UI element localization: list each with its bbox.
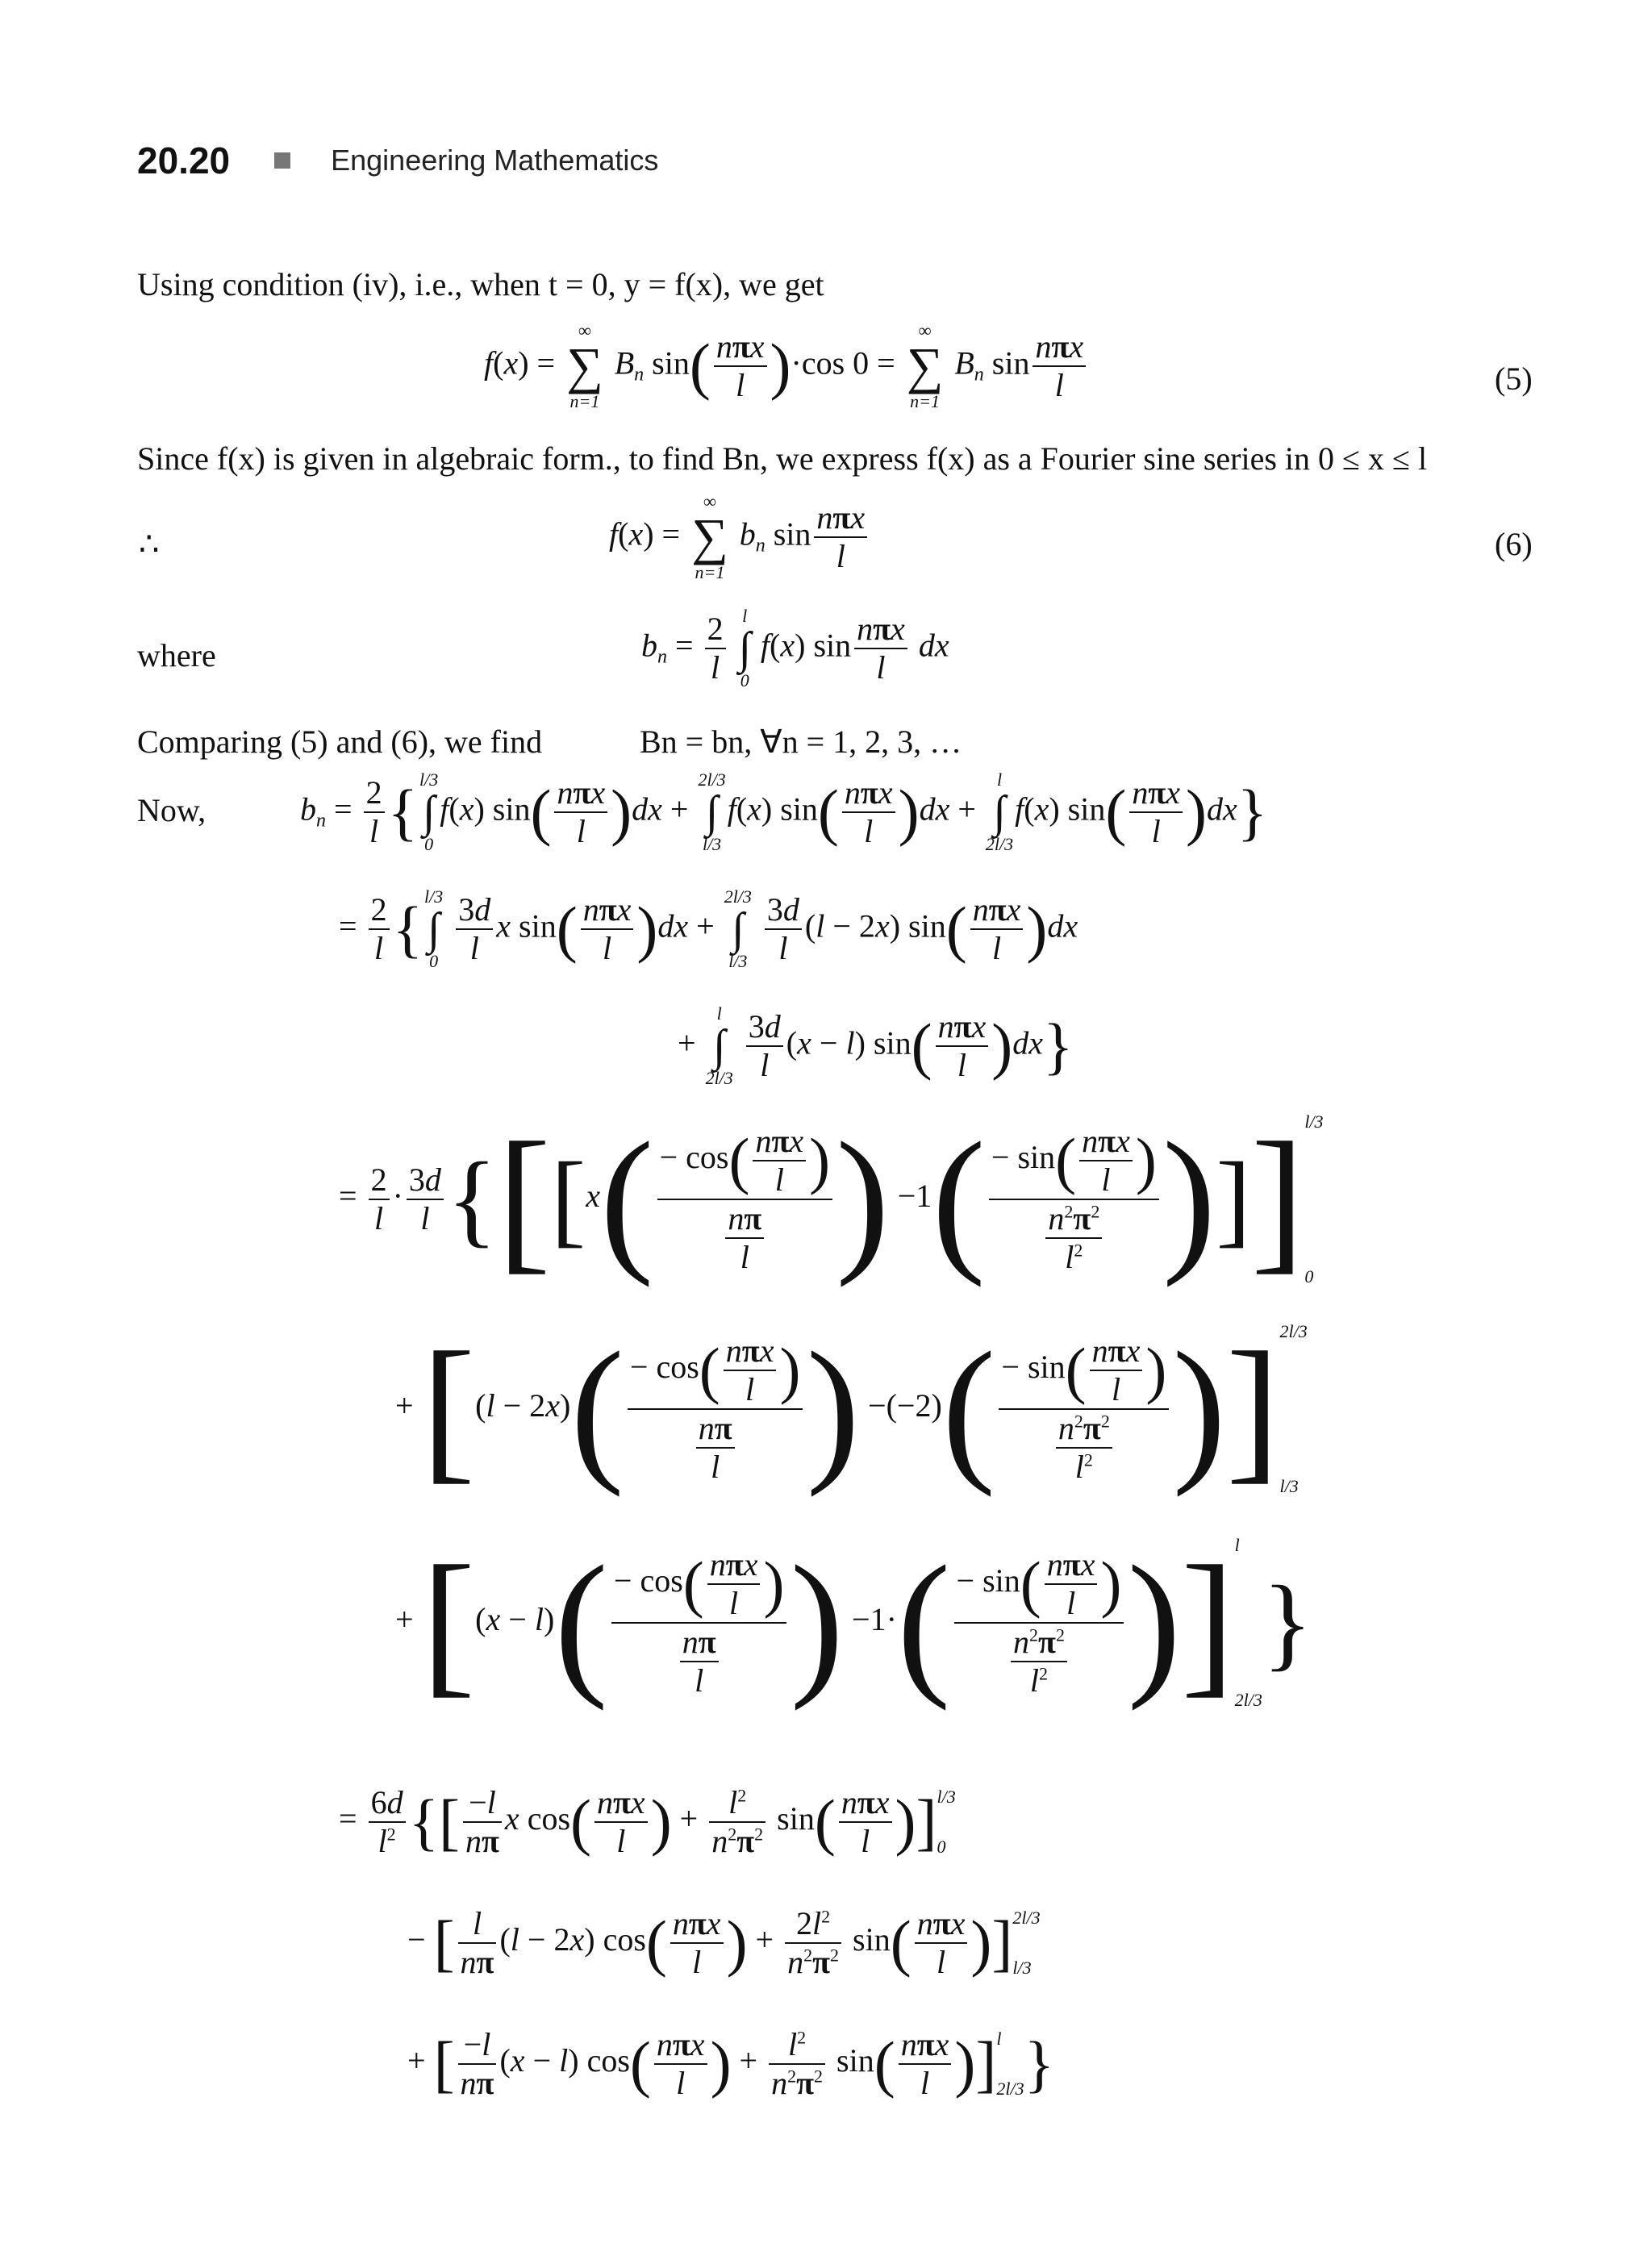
equation-5: f(x) = ∞ ∑ n=1 $B_n$ sin( $\frac{\text{nπx}}{l}$ )·cos 0 = ∞ ∑ n=1 $B_n$ sin $\frac{\text{nπx}}{l}$ [484, 321, 1089, 411]
where-label: where [137, 637, 216, 673]
comparison-result: Bn = bn, ∀n = 1, 2, 3, … [640, 724, 962, 760]
result-line-3: + [ $\frac{-l}{n\pi}$ (x − l) cos( $\frac{\text{nπx}}{l}$ ) + $\frac{l^2}{n^2\pi^2}$ sin( $\frac{\text{nπx}}{l}$ )] l 2l/3 } [407, 2026, 1055, 2101]
now-label: Now, [137, 792, 206, 828]
equation-6: f(x) = ∞ ∑ n=1 $b_n$ sin $\frac{\text{nπx}}{l}$ [609, 492, 870, 582]
comparing-line: Comparing (5) and (6), we find [137, 724, 543, 760]
parts-block-3: + [(x − l)( − cos( $\frac{\text{nπx}}{l}$ ) $\frac{n\pi}{l}$ ) −1·( − sin( $\frac{\text{nπx}}{l}$ ) $\frac{n^2\pi^2}{l^2}$ )] l 2l/3 } [395, 1533, 1313, 1712]
page-number: 20.20 [137, 140, 231, 181]
result-line-2: − [ $\frac{l}{n\pi}$ (l − 2x) cos( $\frac{\text{nπx}}{l}$ ) + $\frac{2l^2}{n^2\pi^2}$ sin( $\frac{\text{nπx}}{l}$ )] 2l/3 l/3 [407, 1905, 1041, 1980]
result-line-1: = $\frac{6d}{l^2}$ {[ $\frac{-l}{n\pi}$ x cos( $\frac{\text{nπx}}{l}$ ) + $\frac{l^2}{n^2\pi^2}$ sin( $\frac{\text{nπx}}{l}$ )] l/3 0 [339, 1784, 956, 1859]
running-header [137, 139, 658, 182]
since-line: Since f(x) is given in algebraic form., to find Bn, we express f(x) as a Fourier sine series in 0 ≤ x ≤ l [137, 440, 1428, 477]
bn-substituted-line-1: = $\frac{2}{l}$ { l/3 ∫ 0 $\frac{3d}{l}$ x sin( $\frac{\text{nπx}}{l}$ )dx + 2l/3 ∫ l/3 $\frac{3d}{l}$ (l − 2x) sin( $\frac{\text{nπx}}{l}$ )dx [339, 886, 1078, 972]
condition-line: Using condition (iv), i.e., when t = 0, y = f(x), we get [137, 266, 824, 302]
book-title: Engineering Mathematics [331, 144, 659, 177]
equation-5-label: (5) [1495, 361, 1533, 397]
parts-block-2: + [(l − 2x)( − cos( $\frac{\text{nπx}}{l}$ ) $\frac{n\pi}{l}$ ) −(−2)( − sin( $\frac{\text{nπx}}{l}$ ) $\frac{n^2\pi^2}{l^2}$ )] 2l/3 l/3 [395, 1320, 1308, 1498]
bn-substituted-line-2: + l ∫ 2l/3 $\frac{3d}{l}$ (x − l) sin( $\frac{\text{nπx}}{l}$ )dx} [678, 1003, 1074, 1089]
therefore-symbol: ∴ [139, 526, 160, 562]
bn-split-integral: $b_n$ = $\frac{2}{l}$ { l/3 ∫ 0 f(x) sin( $\frac{\text{nπx}}{l}$ )dx + 2l/3 ∫ l/3 f(x) sin( $\frac{\text{nπx}}{l}$ )dx + l ∫ 2l/3 f(x) sin( $\frac{\text{nπx}}{l}$ )dx} [300, 769, 1268, 855]
bn-definition: $b_n$ = $\frac{2}{l}$ l ∫ 0 f(x) sin $\frac{\text{nπx}}{l}$ dx [641, 606, 949, 691]
header-square-icon [274, 152, 290, 169]
equation-6-label: (6) [1495, 526, 1533, 562]
parts-block-1: = $\frac{2}{l}$ · $\frac{3d}{l}$ {[[x( − cos( $\frac{\text{nπx}}{l}$ ) $\frac{n\pi}{l}$ ) −1( − sin( $\frac{\text{nπx}}{l}$ ) $\frac{n^2\pi^2}{l^2}$ )]] l/3 0 [339, 1110, 1324, 1288]
